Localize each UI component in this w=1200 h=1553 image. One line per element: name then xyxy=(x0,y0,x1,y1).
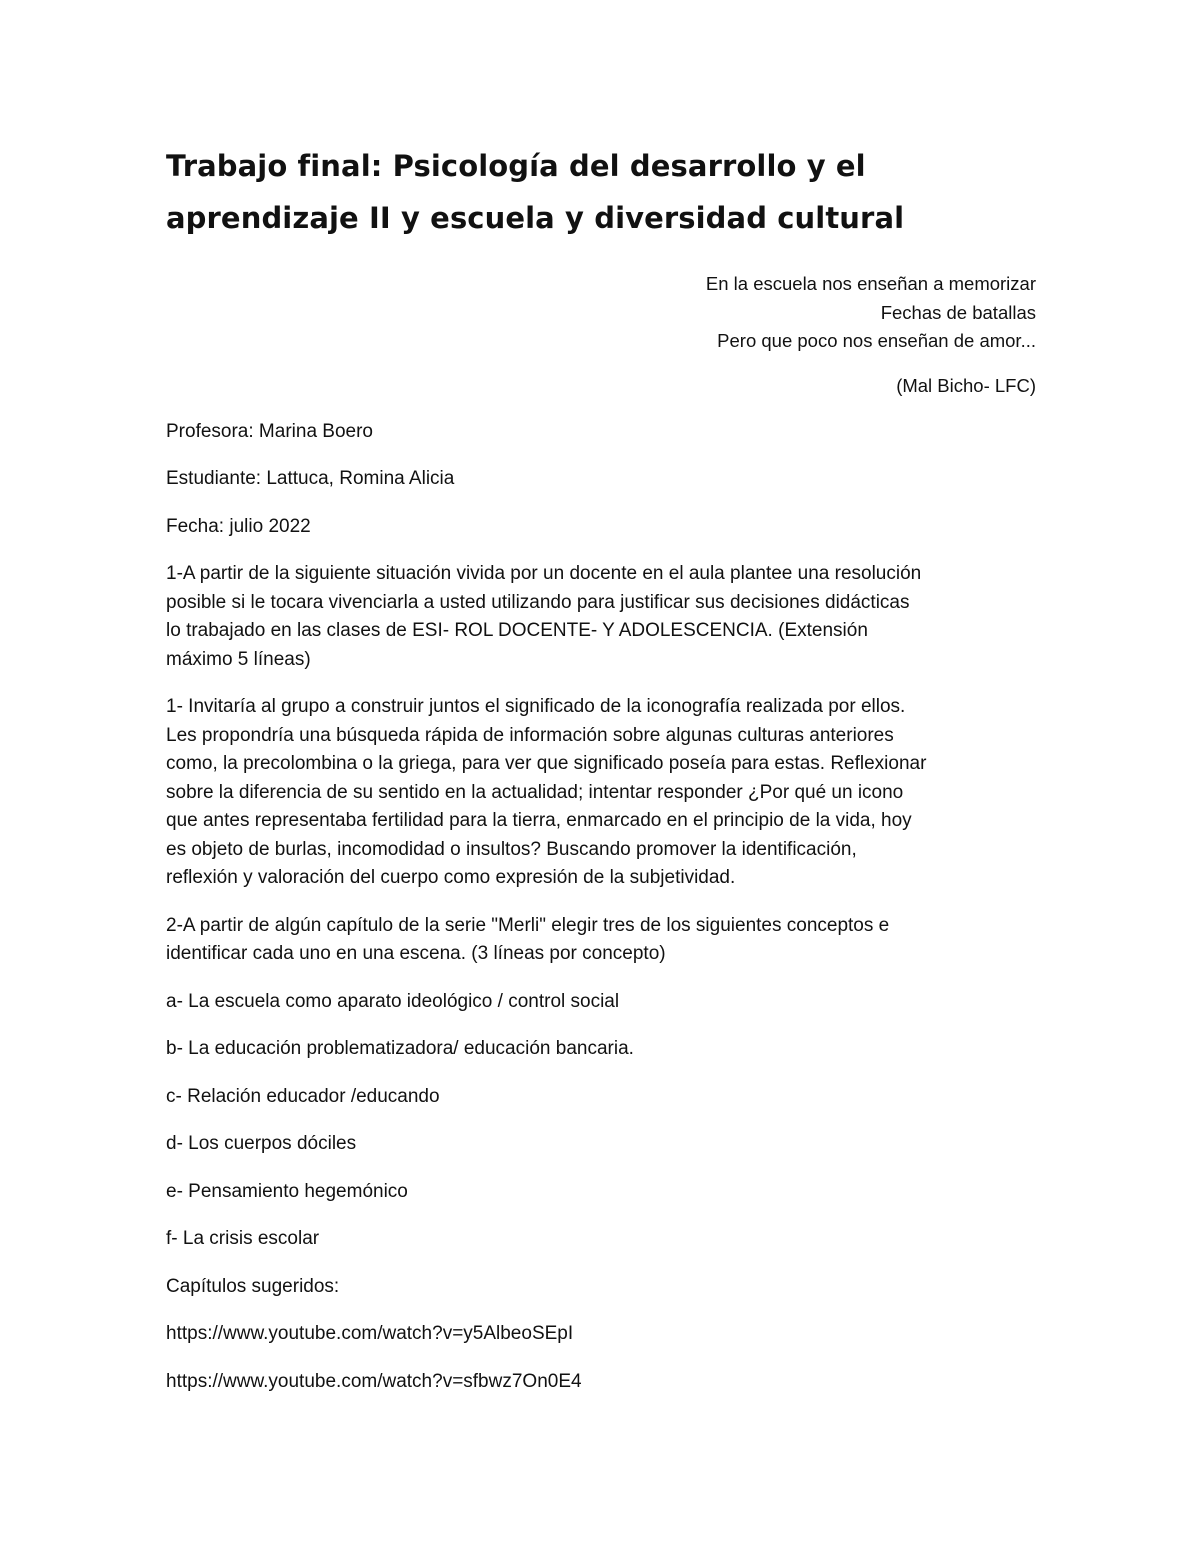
answer-1 xyxy=(166,693,1036,893)
answer-1-line: es objeto de burlas, incomodidad o insultos? Buscando promover la identificación, xyxy=(166,838,857,860)
document-page xyxy=(166,140,1036,1415)
answer-1-line: que antes representaba fertilidad para la tierra, enmarcado en el principio de la vida, hoy xyxy=(166,810,912,831)
title-line-1: Trabajo final: Psicología del desarrollo y el xyxy=(166,149,866,183)
question-1 xyxy=(166,560,1036,674)
question-1-line: máximo 5 líneas) xyxy=(166,648,311,670)
question-2-line: 2-A partir de algún capítulo de la serie "Merli" elegir tres de los siguientes conceptos e xyxy=(166,914,890,936)
question-1-line: lo trabajado en las clases de ESI- ROL DOCENTE- Y ADOLESCENCIA. (Extensión xyxy=(166,620,868,641)
epigraph-line: Fechas de batallas xyxy=(880,301,1036,323)
concept-item: c- Relación educador /educando xyxy=(166,1085,440,1107)
concept-item: f- La crisis escolar xyxy=(166,1228,320,1249)
epigraph-source: (Mal Bicho- LFC) xyxy=(896,374,1036,396)
chapters-label: Capítulos sugeridos: xyxy=(166,1275,340,1297)
document-title xyxy=(166,140,1036,244)
question-1-line: 1-A partir de la siguiente situación vivida por un docente en el aula plantee una resolución xyxy=(166,563,922,584)
answer-1-line: 1- Invitaría al grupo a construir juntos el significado de la iconografía realizada por ellos. xyxy=(166,696,906,717)
epigraph-line: Pero que poco nos enseñan de amor... xyxy=(717,330,1036,351)
question-2 xyxy=(166,912,1036,969)
youtube-link[interactable]: https://www.youtube.com/watch?v=sfbwz7On0E4 xyxy=(166,1370,582,1392)
answer-1-line: Les propondría una búsqueda rápida de información sobre algunas culturas anteriores xyxy=(166,724,894,746)
estudiante-line: Estudiante: Lattuca, Romina Alicia xyxy=(166,468,455,489)
fecha-line: Fecha: julio 2022 xyxy=(166,515,311,537)
youtube-link[interactable]: https://www.youtube.com/watch?v=y5AlbeoSEpI xyxy=(166,1323,574,1344)
concept-item: b- La educación problematizadora/ educación bancaria. xyxy=(166,1038,634,1059)
answer-1-line: reflexión y valoración del cuerpo como expresión de la subjetividad. xyxy=(166,867,736,888)
profesora-line: Profesora: Marina Boero xyxy=(166,420,373,442)
title-line-2: aprendizaje II y escuela y diversidad cultural xyxy=(166,201,905,235)
epigraph xyxy=(166,270,1036,356)
question-2-line: identificar cada uno en una escena. (3 líneas por concepto) xyxy=(166,943,666,964)
question-1-line: posible si le tocara vivenciarla a usted utilizando para justificar sus decisiones didácticas xyxy=(166,591,910,613)
concept-item: e- Pensamiento hegemónico xyxy=(166,1180,408,1202)
concept-item: d- Los cuerpos dóciles xyxy=(166,1133,357,1154)
answer-1-line: como, la precolombina o la griega, para ver que significado poseía para estas. Reflexionar xyxy=(166,753,927,774)
answer-1-line: sobre la diferencia de su sentido en la actualidad; intentar responder ¿Por qué un icono xyxy=(166,781,904,803)
concept-item: a- La escuela como aparato ideológico / control social xyxy=(166,990,620,1012)
epigraph-line: En la escuela nos enseñan a memorizar xyxy=(705,273,1036,294)
